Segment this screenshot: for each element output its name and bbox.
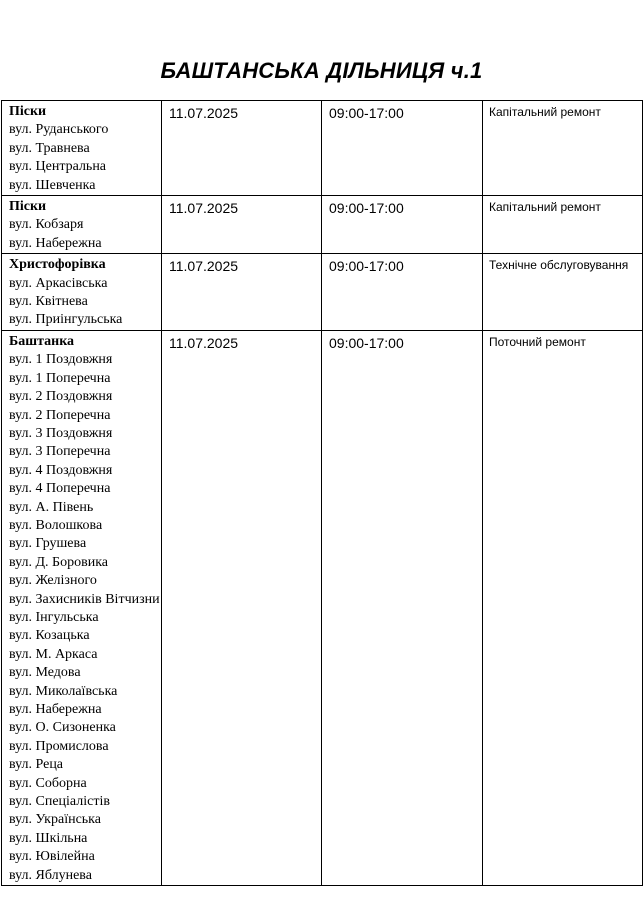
street-name: вул. Приінгульська [9, 312, 123, 328]
location-cell [2, 196, 162, 254]
street-name: вул. Захисників Вітчизни [9, 591, 160, 607]
settlement-name: Христофорівка [9, 257, 106, 273]
street-name: вул. 3 Поперечна [9, 444, 111, 460]
street-name: вул. 2 Поперечна [9, 407, 111, 423]
street-name: вул. Яблунева [9, 867, 92, 883]
outage-time-cell [322, 330, 483, 885]
outage-time-cell [322, 254, 483, 331]
settlement-name: Піски [9, 199, 47, 215]
street-name: вул. 1 Поперечна [9, 370, 111, 386]
table-row [2, 330, 643, 885]
location-cell [2, 101, 162, 196]
table-row [2, 101, 643, 196]
street-name: вул. Українська [9, 812, 101, 828]
outage-time: 09:00-17:00 [329, 258, 404, 275]
street-name: вул. Центральна [9, 159, 107, 175]
outage-date-cell [162, 196, 322, 254]
work-type-cell [483, 330, 643, 885]
outage-date: 11.07.2025 [169, 258, 239, 275]
outage-date: 11.07.2025 [169, 334, 239, 351]
street-name: вул. Желізного [9, 573, 97, 589]
work-type: Поточний ремонт [489, 334, 586, 349]
outage-schedule-table [1, 100, 643, 886]
work-type: Капітальний ремонт [489, 200, 601, 215]
outage-date-cell [162, 101, 322, 196]
settlement-name: Піски [9, 104, 47, 119]
outage-date: 11.07.2025 [169, 200, 239, 217]
outage-time-cell [322, 101, 483, 196]
street-name: вул. Шкільна [9, 830, 88, 846]
street-name: вул. Травнева [9, 140, 90, 156]
location-cell [2, 330, 162, 885]
street-name: вул. Спеціалістів [9, 794, 110, 810]
work-type-cell [483, 196, 643, 254]
page-title: БАШТАНСЬКА ДІЛЬНИЦЯ ч.1 [160, 58, 483, 83]
work-type-cell [483, 101, 643, 196]
outage-date: 11.07.2025 [169, 105, 239, 121]
location-cell [2, 254, 162, 331]
settlement-name: Баштанка [9, 333, 75, 349]
street-name: вул. Козацька [9, 628, 90, 644]
street-name: вул. Грушева [9, 536, 87, 552]
street-name: вул. Інгульська [9, 609, 99, 625]
outage-date-cell [162, 330, 322, 885]
outage-date-cell [162, 254, 322, 331]
street-name: вул. Аркасівська [9, 275, 108, 291]
street-name: вул. Реца [9, 757, 64, 773]
schedule-table-body [2, 101, 643, 886]
work-type-cell [483, 254, 643, 331]
work-type: Технічне обслуговування [489, 258, 629, 273]
street-name: вул. Медова [9, 665, 81, 681]
outage-time-cell [322, 196, 483, 254]
table-row [2, 254, 643, 331]
street-name: вул. 4 Поперечна [9, 481, 111, 497]
street-name: вул. М. Аркаса [9, 646, 98, 662]
work-type: Капітальний ремонт [489, 105, 601, 119]
street-name: вул. Набережна [9, 702, 102, 717]
street-name: вул. О. Сизоненка [9, 720, 116, 736]
street-name: вул. 1 Поздовжня [9, 352, 113, 368]
street-name: вул. Кобзаря [9, 217, 84, 233]
street-name: вул. Квітнева [9, 294, 88, 310]
street-name: вул. Ювілейна [9, 849, 95, 865]
outage-time: 09:00-17:00 [329, 105, 404, 121]
street-name: вул. Руданського [9, 122, 109, 138]
street-name: вул. Набережна [9, 235, 102, 251]
outage-time: 09:00-17:00 [329, 334, 404, 351]
street-name: вул. 2 Поздовжня [9, 389, 113, 405]
street-name: вул. Миколаївська [9, 683, 118, 699]
street-name: вул. Волошкова [9, 517, 103, 533]
outage-time: 09:00-17:00 [329, 200, 404, 217]
street-name: вул. А. Півень [9, 499, 94, 515]
street-name: вул. Соборна [9, 775, 87, 791]
street-name: вул. Шевченка [9, 177, 96, 193]
street-name: вул. Промислова [9, 738, 109, 754]
table-row [2, 196, 643, 254]
street-name: вул. 4 Поздовжня [9, 462, 113, 478]
street-name: вул. Д. Боровика [9, 554, 108, 570]
street-name: вул. 3 Поздовжня [9, 425, 113, 441]
